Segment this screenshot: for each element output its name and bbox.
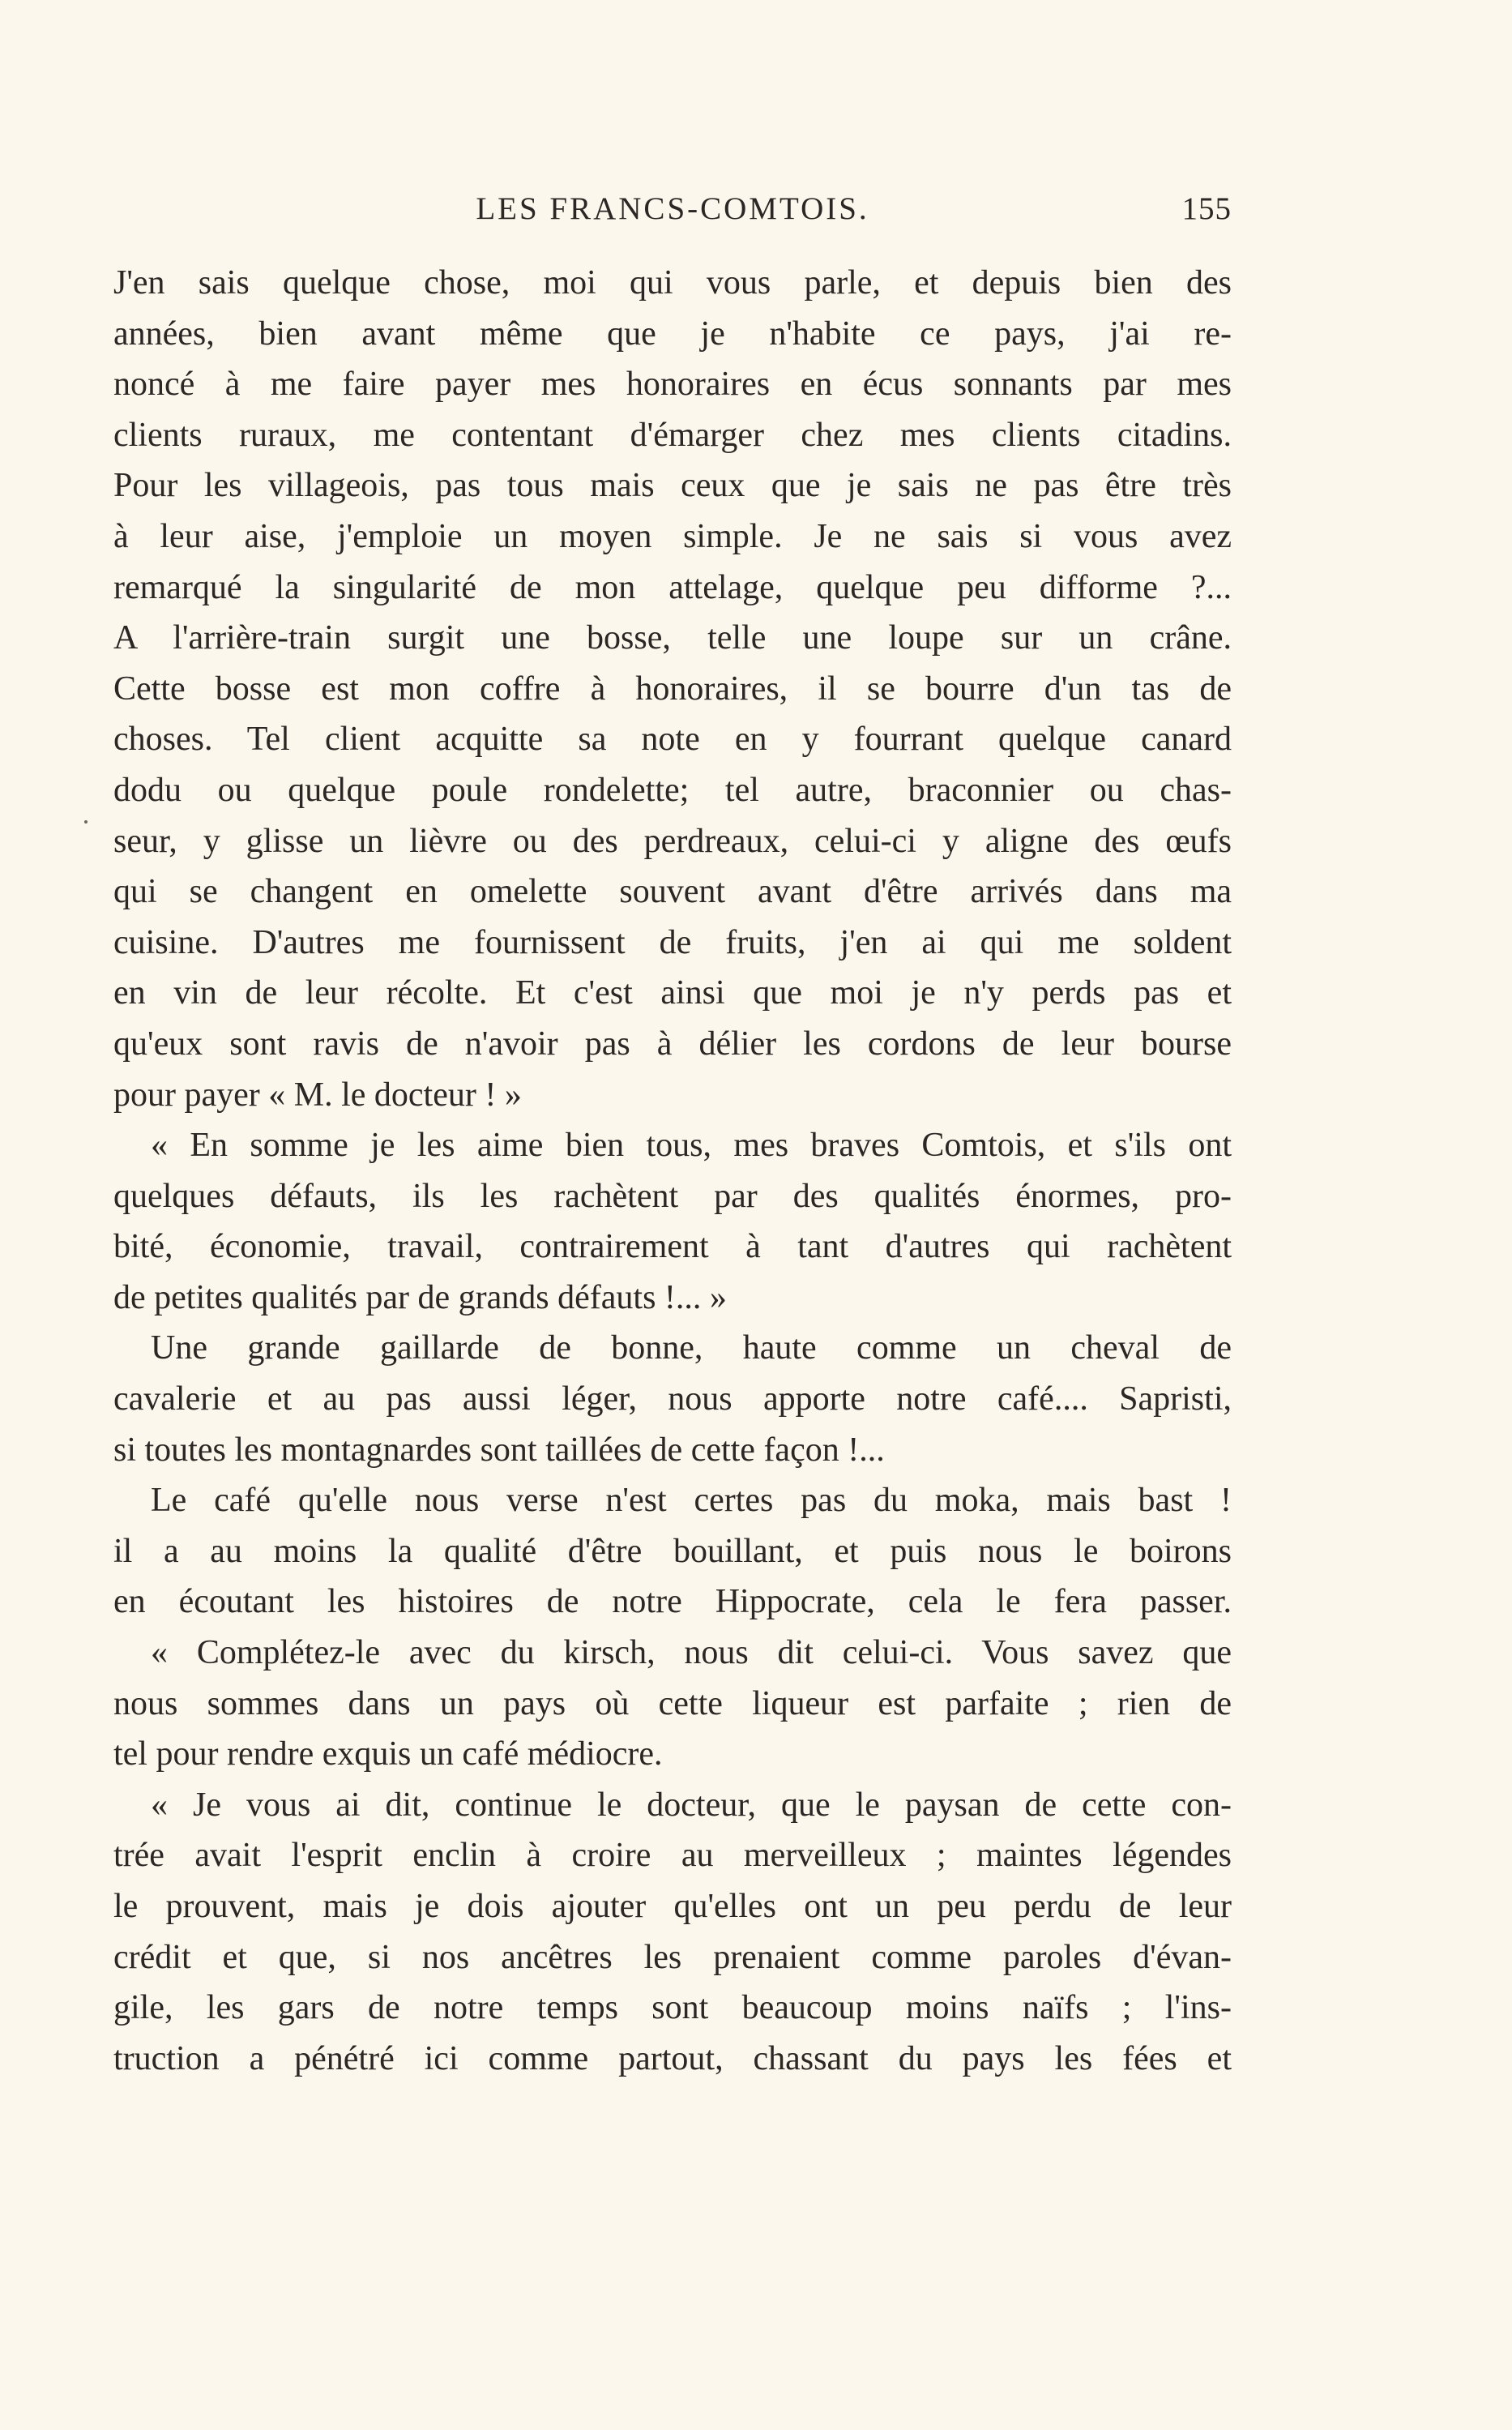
text-line: choses. Tel client acquitte sa note en y fourrant quelque canard bbox=[113, 721, 1232, 759]
text-line: clients ruraux, me contentant d'émarger chez mes clients citadins. bbox=[113, 416, 1232, 454]
text-line: en vin de leur récolte. Et c'est ainsi que moi je n'y perds pas et bbox=[113, 974, 1232, 1012]
text-line: il a au moins la qualité d'être bouillant, et puis nous le boirons bbox=[113, 1532, 1232, 1570]
text-line: dodu ou quelque poule rondelette; tel autre, braconnier ou chas- bbox=[113, 771, 1232, 809]
margin-speck bbox=[84, 820, 88, 824]
text-line: Pour les villageois, pas tous mais ceux que je sais ne pas être très bbox=[113, 467, 1232, 505]
text-line: si toutes les montagnardes sont taillées de cette façon !... bbox=[113, 1431, 885, 1469]
text-line: J'en sais quelque chose, moi qui vous parle, et depuis bien des bbox=[113, 264, 1232, 302]
text-line: trée avait l'esprit enclin à croire au merveilleux ; maintes légendes bbox=[113, 1837, 1232, 1875]
text-line: nous sommes dans un pays où cette liqueur est parfaite ; rien de bbox=[113, 1684, 1232, 1722]
text-line: « Je vous ai dit, continue le docteur, que le paysan de cette con- bbox=[151, 1786, 1232, 1824]
running-title: LES FRANCS-COMTOIS. bbox=[476, 191, 869, 226]
text-line: gile, les gars de notre temps sont beaucoup moins naïfs ; l'ins- bbox=[113, 1989, 1232, 2027]
text-line: qu'eux sont ravis de n'avoir pas à délier les cordons de leur bourse bbox=[113, 1025, 1232, 1063]
text-line: crédit et que, si nos ancêtres les prenaient comme paroles d'évan- bbox=[113, 1938, 1232, 1976]
text-line: quelques défauts, ils les rachètent par des qualités énormes, pro- bbox=[113, 1177, 1232, 1215]
text-line: cuisine. D'autres me fournissent de fruits, j'en ai qui me soldent bbox=[113, 923, 1232, 961]
text-line: remarqué la singularité de mon attelage, quelque peu difforme ?... bbox=[113, 568, 1232, 606]
page-number: 155 bbox=[1181, 191, 1232, 226]
text-line: « En somme je les aime bien tous, mes braves Comtois, et s'ils ont bbox=[151, 1127, 1232, 1165]
text-line: le prouvent, mais je dois ajouter qu'elles ont un peu perdu de leur bbox=[113, 1888, 1232, 1925]
text-line: « Complétez-le avec du kirsch, nous dit celui-ci. Vous savez que bbox=[151, 1634, 1232, 1672]
running-head bbox=[113, 185, 1232, 233]
text-line: Une grande gaillarde de bonne, haute comme un cheval de bbox=[151, 1329, 1232, 1367]
text-line: Cette bosse est mon coffre à honoraires, il se bourre d'un tas de bbox=[113, 670, 1232, 708]
text-line: en écoutant les histoires de notre Hippocrate, cela le fera passer. bbox=[113, 1583, 1232, 1621]
text-line: Le café qu'elle nous verse n'est certes pas du moka, mais bast ! bbox=[151, 1482, 1232, 1520]
text-line: bité, économie, travail, contrairement à tant d'autres qui rachètent bbox=[113, 1228, 1232, 1266]
text-line: qui se changent en omelette souvent avant d'être arrivés dans ma bbox=[113, 873, 1232, 911]
text-line: années, bien avant même que je n'habite ce pays, j'ai re- bbox=[113, 314, 1232, 353]
text-line: seur, y glisse un lièvre ou des perdreaux, celui-ci y aligne des œufs bbox=[113, 822, 1232, 860]
text-line: à leur aise, j'emploie un moyen simple. Je ne sais si vous avez bbox=[113, 517, 1232, 555]
text-line: A l'arrière-train surgit une bosse, telle une loupe sur un crâne. bbox=[113, 619, 1232, 657]
text-line: cavalerie et au pas aussi léger, nous apporte notre café.... Sapristi, bbox=[113, 1380, 1232, 1418]
body-text bbox=[113, 258, 1232, 2084]
text-line: pour payer « M. le docteur ! » bbox=[113, 1076, 522, 1114]
text-line: truction a pénétré ici comme partout, chassant du pays les fées et bbox=[113, 2039, 1232, 2077]
text-line: tel pour rendre exquis un café médiocre. bbox=[113, 1735, 663, 1773]
text-line: de petites qualités par de grands défauts !... » bbox=[113, 1278, 727, 1316]
text-line: noncé à me faire payer mes honoraires en écus sonnants par mes bbox=[113, 366, 1232, 404]
